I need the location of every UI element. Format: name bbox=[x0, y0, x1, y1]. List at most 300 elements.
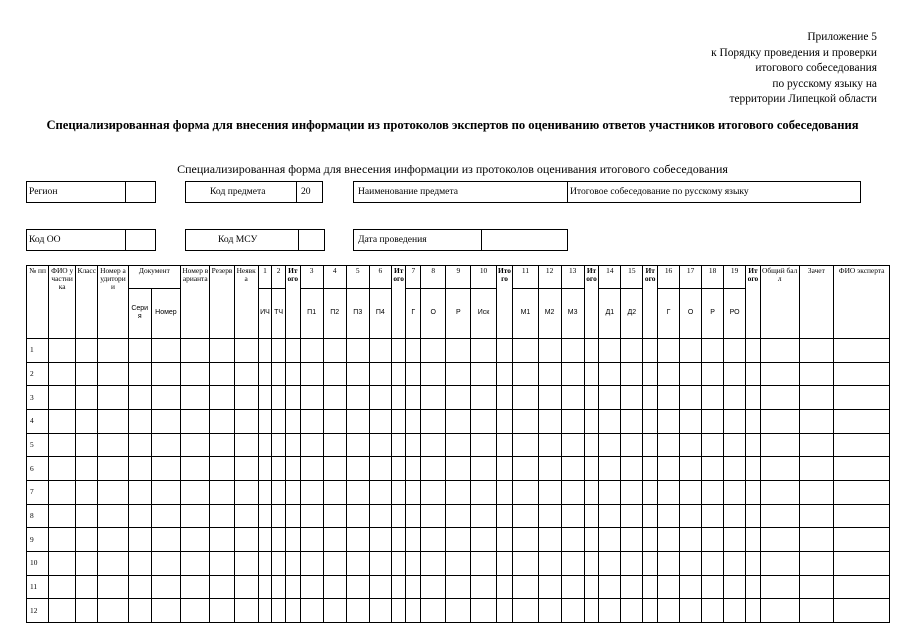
table-cell[interactable] bbox=[561, 480, 584, 504]
table-cell[interactable] bbox=[151, 339, 180, 363]
table-cell[interactable] bbox=[210, 433, 234, 457]
table-cell[interactable] bbox=[680, 504, 702, 528]
table-cell[interactable] bbox=[391, 339, 406, 363]
table-cell[interactable] bbox=[210, 362, 234, 386]
table-cell[interactable] bbox=[584, 410, 599, 434]
table-cell[interactable] bbox=[680, 551, 702, 575]
table-cell[interactable] bbox=[702, 362, 724, 386]
table-cell[interactable] bbox=[496, 410, 513, 434]
table-cell[interactable] bbox=[538, 362, 561, 386]
table-cell[interactable] bbox=[272, 410, 286, 434]
table-cell[interactable] bbox=[181, 551, 210, 575]
table-cell[interactable] bbox=[513, 410, 538, 434]
table-cell[interactable] bbox=[599, 457, 621, 481]
table-cell[interactable] bbox=[584, 528, 599, 552]
table-cell[interactable] bbox=[496, 457, 513, 481]
table-cell[interactable] bbox=[49, 528, 76, 552]
table-cell[interactable] bbox=[234, 433, 258, 457]
table-cell[interactable] bbox=[210, 480, 234, 504]
table-cell[interactable] bbox=[128, 504, 151, 528]
table-cell[interactable] bbox=[538, 433, 561, 457]
table-cell[interactable] bbox=[181, 386, 210, 410]
table-cell[interactable] bbox=[702, 504, 724, 528]
table-cell[interactable] bbox=[538, 575, 561, 599]
table-cell[interactable] bbox=[496, 433, 513, 457]
table-cell[interactable] bbox=[680, 599, 702, 623]
table-cell[interactable] bbox=[181, 410, 210, 434]
table-cell[interactable] bbox=[799, 551, 834, 575]
table-cell[interactable] bbox=[300, 551, 323, 575]
table-cell[interactable] bbox=[561, 599, 584, 623]
table-cell[interactable] bbox=[421, 575, 446, 599]
table-cell[interactable] bbox=[471, 599, 496, 623]
table-cell[interactable] bbox=[446, 410, 471, 434]
table-cell[interactable] bbox=[799, 504, 834, 528]
table-cell[interactable] bbox=[258, 410, 272, 434]
table-cell[interactable] bbox=[128, 339, 151, 363]
table-cell[interactable] bbox=[658, 599, 680, 623]
table-cell[interactable] bbox=[799, 386, 834, 410]
table-cell[interactable] bbox=[421, 528, 446, 552]
table-cell[interactable] bbox=[799, 528, 834, 552]
table-cell[interactable] bbox=[446, 551, 471, 575]
table-cell[interactable] bbox=[834, 339, 890, 363]
table-cell[interactable] bbox=[599, 504, 621, 528]
table-cell[interactable] bbox=[538, 410, 561, 434]
table-cell[interactable] bbox=[599, 528, 621, 552]
table-cell[interactable] bbox=[538, 339, 561, 363]
table-cell[interactable] bbox=[300, 362, 323, 386]
table-cell[interactable] bbox=[621, 528, 643, 552]
table-cell[interactable] bbox=[181, 599, 210, 623]
table-cell[interactable] bbox=[471, 433, 496, 457]
table-cell[interactable] bbox=[272, 339, 286, 363]
table-cell[interactable] bbox=[151, 504, 180, 528]
table-cell[interactable] bbox=[76, 480, 98, 504]
table-cell[interactable] bbox=[621, 362, 643, 386]
table-cell[interactable] bbox=[724, 551, 746, 575]
table-cell[interactable] bbox=[621, 551, 643, 575]
table-cell[interactable] bbox=[584, 339, 599, 363]
table-cell[interactable] bbox=[746, 528, 761, 552]
table-cell[interactable] bbox=[746, 480, 761, 504]
table-cell[interactable] bbox=[406, 551, 421, 575]
table-cell[interactable] bbox=[346, 339, 369, 363]
date-field[interactable] bbox=[353, 229, 568, 251]
table-cell[interactable] bbox=[799, 457, 834, 481]
table-cell[interactable] bbox=[496, 386, 513, 410]
table-cell[interactable] bbox=[513, 386, 538, 410]
table-cell[interactable] bbox=[471, 410, 496, 434]
table-cell[interactable] bbox=[446, 457, 471, 481]
table-cell[interactable] bbox=[834, 433, 890, 457]
table-cell[interactable] bbox=[346, 599, 369, 623]
table-cell[interactable] bbox=[300, 339, 323, 363]
table-cell[interactable] bbox=[724, 575, 746, 599]
table-cell[interactable] bbox=[128, 386, 151, 410]
table-cell[interactable] bbox=[561, 528, 584, 552]
table-cell[interactable] bbox=[702, 480, 724, 504]
table-cell[interactable] bbox=[658, 575, 680, 599]
table-cell[interactable] bbox=[799, 575, 834, 599]
table-cell[interactable] bbox=[285, 480, 300, 504]
table-cell[interactable] bbox=[760, 362, 799, 386]
table-cell[interactable] bbox=[151, 599, 180, 623]
table-cell[interactable] bbox=[760, 528, 799, 552]
table-cell[interactable] bbox=[210, 504, 234, 528]
table-cell[interactable] bbox=[446, 599, 471, 623]
table-cell[interactable] bbox=[181, 339, 210, 363]
table-cell[interactable] bbox=[98, 551, 128, 575]
table-cell[interactable] bbox=[643, 504, 658, 528]
table-cell[interactable] bbox=[272, 457, 286, 481]
table-cell[interactable] bbox=[285, 457, 300, 481]
table-cell[interactable] bbox=[513, 599, 538, 623]
table-cell[interactable] bbox=[680, 433, 702, 457]
table-cell[interactable] bbox=[181, 575, 210, 599]
table-cell[interactable] bbox=[272, 551, 286, 575]
table-cell[interactable] bbox=[323, 551, 346, 575]
table-cell[interactable] bbox=[421, 433, 446, 457]
table-cell[interactable] bbox=[258, 457, 272, 481]
table-cell[interactable] bbox=[346, 528, 369, 552]
table-cell[interactable] bbox=[621, 575, 643, 599]
table-cell[interactable] bbox=[151, 433, 180, 457]
table-cell[interactable] bbox=[346, 551, 369, 575]
table-cell[interactable] bbox=[128, 480, 151, 504]
table-cell[interactable] bbox=[446, 575, 471, 599]
table-cell[interactable] bbox=[323, 339, 346, 363]
table-cell[interactable] bbox=[234, 575, 258, 599]
table-cell[interactable] bbox=[496, 528, 513, 552]
table-cell[interactable] bbox=[421, 339, 446, 363]
table-cell[interactable] bbox=[181, 433, 210, 457]
table-cell[interactable] bbox=[584, 575, 599, 599]
table-cell[interactable] bbox=[702, 457, 724, 481]
table-cell[interactable] bbox=[406, 480, 421, 504]
table-cell[interactable] bbox=[643, 551, 658, 575]
table-cell[interactable] bbox=[621, 386, 643, 410]
table-cell[interactable] bbox=[406, 504, 421, 528]
table-cell[interactable] bbox=[724, 504, 746, 528]
table-cell[interactable] bbox=[724, 599, 746, 623]
table-cell[interactable] bbox=[346, 386, 369, 410]
table-cell[interactable] bbox=[724, 386, 746, 410]
table-cell[interactable] bbox=[369, 599, 391, 623]
table-cell[interactable] bbox=[561, 457, 584, 481]
table-cell[interactable] bbox=[234, 339, 258, 363]
table-cell[interactable] bbox=[258, 528, 272, 552]
table-cell[interactable] bbox=[151, 410, 180, 434]
table-cell[interactable] bbox=[513, 551, 538, 575]
table-cell[interactable] bbox=[421, 410, 446, 434]
table-cell[interactable] bbox=[49, 504, 76, 528]
table-cell[interactable] bbox=[98, 457, 128, 481]
table-cell[interactable] bbox=[98, 362, 128, 386]
table-cell[interactable] bbox=[234, 457, 258, 481]
table-cell[interactable] bbox=[599, 480, 621, 504]
table-cell[interactable] bbox=[49, 480, 76, 504]
table-cell[interactable] bbox=[346, 362, 369, 386]
table-cell[interactable] bbox=[98, 575, 128, 599]
table-cell[interactable] bbox=[76, 528, 98, 552]
table-cell[interactable] bbox=[210, 339, 234, 363]
table-cell[interactable] bbox=[658, 528, 680, 552]
table-cell[interactable] bbox=[258, 575, 272, 599]
table-cell[interactable] bbox=[346, 410, 369, 434]
table-cell[interactable] bbox=[181, 504, 210, 528]
table-cell[interactable] bbox=[346, 504, 369, 528]
table-cell[interactable] bbox=[234, 528, 258, 552]
table-cell[interactable] bbox=[834, 480, 890, 504]
table-cell[interactable] bbox=[702, 386, 724, 410]
table-cell[interactable] bbox=[513, 457, 538, 481]
table-cell[interactable] bbox=[258, 433, 272, 457]
table-cell[interactable] bbox=[369, 575, 391, 599]
table-cell[interactable] bbox=[496, 362, 513, 386]
table-cell[interactable] bbox=[300, 433, 323, 457]
table-cell[interactable] bbox=[834, 599, 890, 623]
table-cell[interactable] bbox=[234, 386, 258, 410]
table-cell[interactable] bbox=[323, 386, 346, 410]
table-cell[interactable] bbox=[760, 386, 799, 410]
table-cell[interactable] bbox=[584, 457, 599, 481]
table-cell[interactable] bbox=[258, 504, 272, 528]
table-cell[interactable] bbox=[272, 528, 286, 552]
table-cell[interactable] bbox=[234, 410, 258, 434]
table-cell[interactable] bbox=[621, 480, 643, 504]
table-cell[interactable] bbox=[210, 457, 234, 481]
table-cell[interactable] bbox=[406, 433, 421, 457]
table-cell[interactable] bbox=[272, 386, 286, 410]
table-cell[interactable] bbox=[406, 575, 421, 599]
table-cell[interactable] bbox=[285, 362, 300, 386]
table-cell[interactable] bbox=[760, 575, 799, 599]
table-cell[interactable] bbox=[702, 551, 724, 575]
msu-code-field[interactable] bbox=[185, 229, 325, 251]
table-cell[interactable] bbox=[621, 457, 643, 481]
table-cell[interactable] bbox=[272, 575, 286, 599]
table-cell[interactable] bbox=[834, 386, 890, 410]
table-cell[interactable] bbox=[234, 362, 258, 386]
table-cell[interactable] bbox=[272, 433, 286, 457]
table-cell[interactable] bbox=[285, 339, 300, 363]
table-cell[interactable] bbox=[471, 528, 496, 552]
table-cell[interactable] bbox=[746, 362, 761, 386]
table-cell[interactable] bbox=[98, 528, 128, 552]
table-cell[interactable] bbox=[406, 528, 421, 552]
table-cell[interactable] bbox=[210, 551, 234, 575]
table-cell[interactable] bbox=[724, 362, 746, 386]
table-cell[interactable] bbox=[258, 362, 272, 386]
table-cell[interactable] bbox=[421, 362, 446, 386]
table-cell[interactable] bbox=[323, 433, 346, 457]
table-cell[interactable] bbox=[234, 551, 258, 575]
table-cell[interactable] bbox=[421, 480, 446, 504]
table-cell[interactable] bbox=[76, 339, 98, 363]
table-cell[interactable] bbox=[323, 528, 346, 552]
table-cell[interactable] bbox=[128, 410, 151, 434]
table-cell[interactable] bbox=[746, 551, 761, 575]
table-cell[interactable] bbox=[513, 575, 538, 599]
table-cell[interactable] bbox=[702, 575, 724, 599]
table-cell[interactable] bbox=[76, 575, 98, 599]
table-cell[interactable] bbox=[799, 480, 834, 504]
table-cell[interactable] bbox=[323, 457, 346, 481]
table-cell[interactable] bbox=[323, 410, 346, 434]
table-cell[interactable] bbox=[98, 480, 128, 504]
table-cell[interactable] bbox=[658, 551, 680, 575]
oo-code-field[interactable] bbox=[26, 229, 156, 251]
table-cell[interactable] bbox=[49, 551, 76, 575]
table-cell[interactable] bbox=[300, 504, 323, 528]
table-cell[interactable] bbox=[680, 362, 702, 386]
table-cell[interactable] bbox=[760, 457, 799, 481]
table-cell[interactable] bbox=[471, 339, 496, 363]
table-cell[interactable] bbox=[561, 575, 584, 599]
region-field[interactable] bbox=[26, 181, 156, 203]
table-cell[interactable] bbox=[538, 599, 561, 623]
table-cell[interactable] bbox=[658, 433, 680, 457]
table-cell[interactable] bbox=[181, 362, 210, 386]
table-cell[interactable] bbox=[702, 410, 724, 434]
table-cell[interactable] bbox=[391, 362, 406, 386]
table-cell[interactable] bbox=[658, 480, 680, 504]
table-cell[interactable] bbox=[98, 599, 128, 623]
table-cell[interactable] bbox=[76, 386, 98, 410]
table-cell[interactable] bbox=[391, 528, 406, 552]
table-cell[interactable] bbox=[406, 410, 421, 434]
table-cell[interactable] bbox=[643, 339, 658, 363]
table-cell[interactable] bbox=[680, 339, 702, 363]
table-cell[interactable] bbox=[834, 504, 890, 528]
table-cell[interactable] bbox=[496, 504, 513, 528]
table-cell[interactable] bbox=[421, 551, 446, 575]
table-cell[interactable] bbox=[584, 480, 599, 504]
table-cell[interactable] bbox=[391, 433, 406, 457]
table-cell[interactable] bbox=[151, 551, 180, 575]
table-cell[interactable] bbox=[496, 339, 513, 363]
table-cell[interactable] bbox=[561, 504, 584, 528]
table-cell[interactable] bbox=[760, 551, 799, 575]
table-cell[interactable] bbox=[369, 386, 391, 410]
table-cell[interactable] bbox=[724, 457, 746, 481]
table-cell[interactable] bbox=[272, 362, 286, 386]
table-cell[interactable] bbox=[128, 362, 151, 386]
table-cell[interactable] bbox=[643, 480, 658, 504]
table-cell[interactable] bbox=[599, 551, 621, 575]
table-cell[interactable] bbox=[406, 362, 421, 386]
table-cell[interactable] bbox=[151, 386, 180, 410]
table-cell[interactable] bbox=[406, 339, 421, 363]
table-cell[interactable] bbox=[300, 528, 323, 552]
table-cell[interactable] bbox=[300, 480, 323, 504]
table-cell[interactable] bbox=[151, 575, 180, 599]
table-cell[interactable] bbox=[258, 386, 272, 410]
table-cell[interactable] bbox=[680, 410, 702, 434]
table-cell[interactable] bbox=[258, 551, 272, 575]
table-cell[interactable] bbox=[258, 599, 272, 623]
table-cell[interactable] bbox=[680, 528, 702, 552]
table-cell[interactable] bbox=[658, 339, 680, 363]
table-cell[interactable] bbox=[834, 528, 890, 552]
table-cell[interactable] bbox=[49, 575, 76, 599]
table-cell[interactable] bbox=[760, 410, 799, 434]
table-cell[interactable] bbox=[272, 480, 286, 504]
table-cell[interactable] bbox=[538, 528, 561, 552]
table-cell[interactable] bbox=[76, 410, 98, 434]
table-cell[interactable] bbox=[599, 386, 621, 410]
table-cell[interactable] bbox=[746, 575, 761, 599]
table-cell[interactable] bbox=[49, 386, 76, 410]
table-cell[interactable] bbox=[258, 339, 272, 363]
table-cell[interactable] bbox=[369, 362, 391, 386]
table-cell[interactable] bbox=[513, 480, 538, 504]
table-cell[interactable] bbox=[285, 433, 300, 457]
table-cell[interactable] bbox=[702, 339, 724, 363]
table-cell[interactable] bbox=[76, 504, 98, 528]
table-cell[interactable] bbox=[471, 551, 496, 575]
table-cell[interactable] bbox=[621, 504, 643, 528]
table-cell[interactable] bbox=[76, 362, 98, 386]
table-cell[interactable] bbox=[49, 339, 76, 363]
table-cell[interactable] bbox=[128, 457, 151, 481]
table-cell[interactable] bbox=[658, 457, 680, 481]
table-cell[interactable] bbox=[272, 504, 286, 528]
table-cell[interactable] bbox=[285, 504, 300, 528]
table-cell[interactable] bbox=[746, 339, 761, 363]
table-cell[interactable] bbox=[151, 480, 180, 504]
table-cell[interactable] bbox=[76, 599, 98, 623]
table-cell[interactable] bbox=[584, 504, 599, 528]
table-cell[interactable] bbox=[513, 504, 538, 528]
table-cell[interactable] bbox=[799, 339, 834, 363]
table-cell[interactable] bbox=[76, 433, 98, 457]
table-cell[interactable] bbox=[128, 433, 151, 457]
table-cell[interactable] bbox=[538, 457, 561, 481]
table-cell[interactable] bbox=[258, 480, 272, 504]
table-cell[interactable] bbox=[346, 575, 369, 599]
table-cell[interactable] bbox=[151, 457, 180, 481]
table-cell[interactable] bbox=[799, 362, 834, 386]
table-cell[interactable] bbox=[643, 457, 658, 481]
table-cell[interactable] bbox=[834, 410, 890, 434]
table-cell[interactable] bbox=[369, 410, 391, 434]
table-cell[interactable] bbox=[643, 362, 658, 386]
table-cell[interactable] bbox=[621, 410, 643, 434]
table-cell[interactable] bbox=[210, 599, 234, 623]
table-cell[interactable] bbox=[702, 433, 724, 457]
table-cell[interactable] bbox=[834, 457, 890, 481]
table-cell[interactable] bbox=[584, 433, 599, 457]
table-cell[interactable] bbox=[538, 504, 561, 528]
table-cell[interactable] bbox=[513, 339, 538, 363]
table-cell[interactable] bbox=[599, 362, 621, 386]
table-cell[interactable] bbox=[446, 362, 471, 386]
table-cell[interactable] bbox=[421, 599, 446, 623]
table-cell[interactable] bbox=[599, 599, 621, 623]
table-cell[interactable] bbox=[446, 504, 471, 528]
table-cell[interactable] bbox=[234, 504, 258, 528]
table-cell[interactable] bbox=[49, 433, 76, 457]
table-cell[interactable] bbox=[643, 433, 658, 457]
table-cell[interactable] bbox=[621, 599, 643, 623]
table-cell[interactable] bbox=[471, 575, 496, 599]
table-cell[interactable] bbox=[234, 599, 258, 623]
table-cell[interactable] bbox=[406, 457, 421, 481]
table-cell[interactable] bbox=[323, 362, 346, 386]
table-cell[interactable] bbox=[471, 362, 496, 386]
